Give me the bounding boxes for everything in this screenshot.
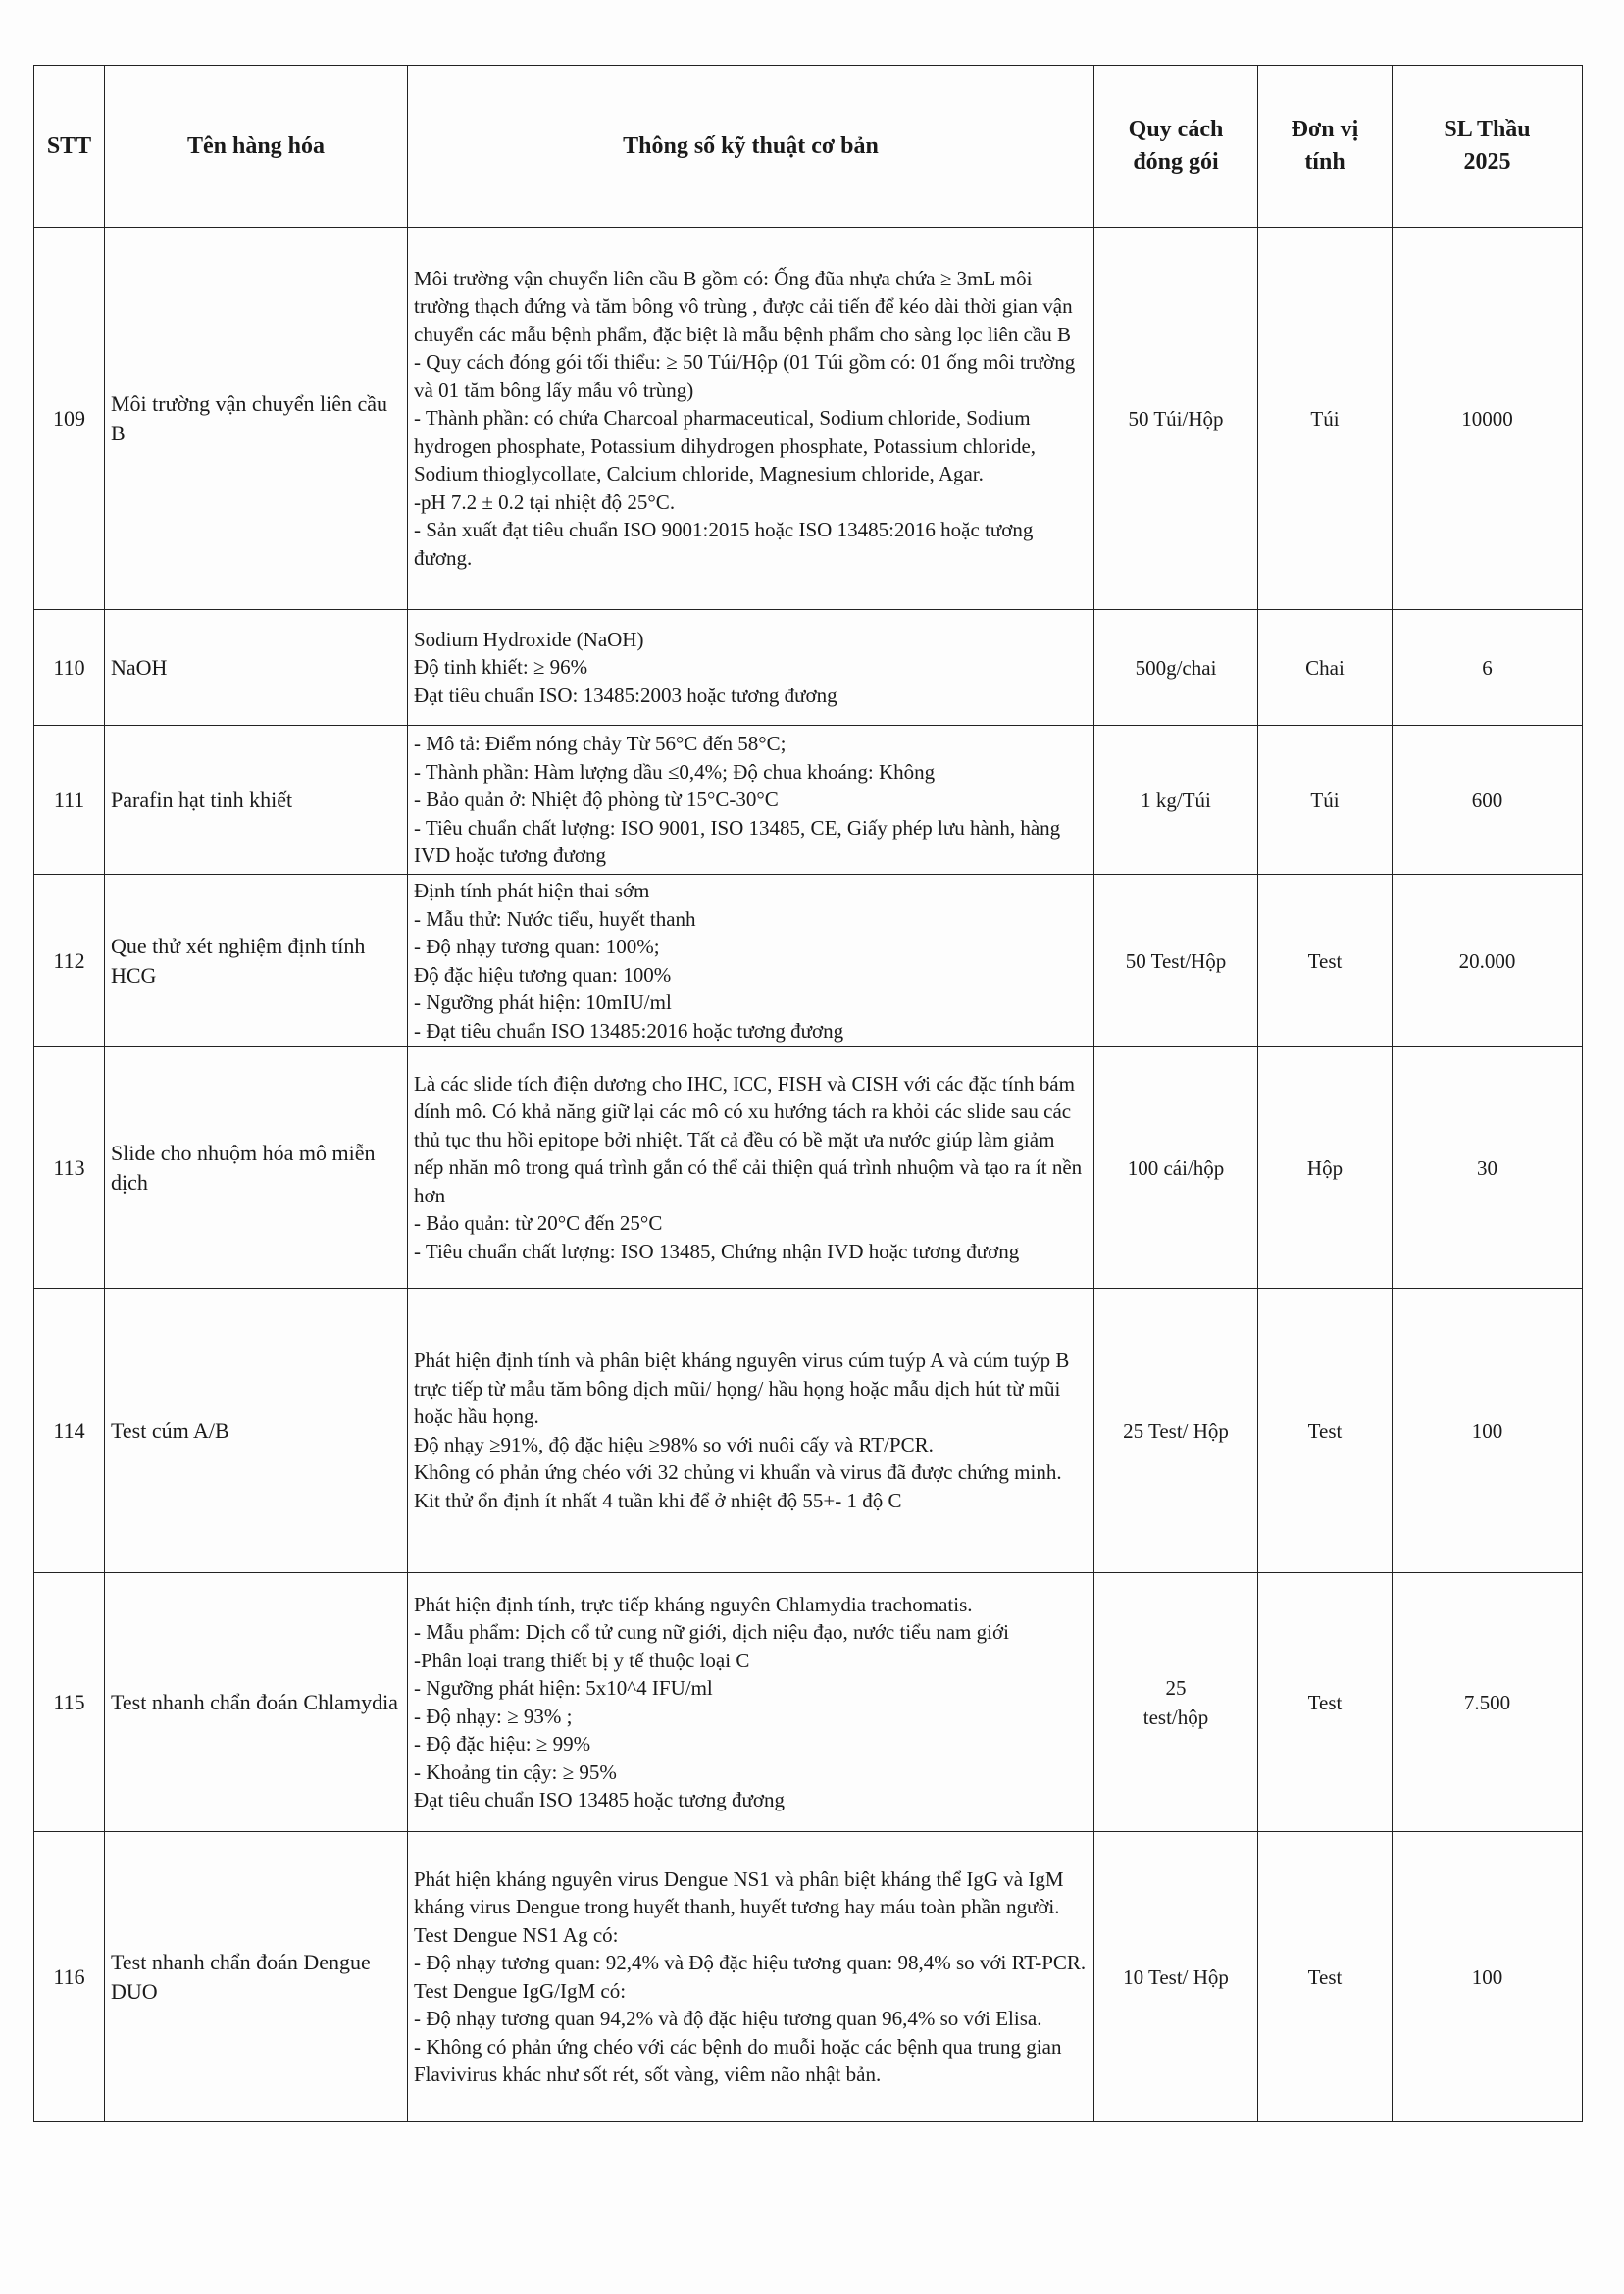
row-pack: 10 Test/ Hộp — [1094, 1832, 1258, 2122]
header-qty-label: SL Thầu 2025 — [1444, 117, 1531, 175]
row-specs — [408, 1047, 1094, 1289]
header-pack — [1094, 66, 1258, 228]
spec-line: - Độ nhạy tương quan: 100%; — [414, 935, 660, 958]
row-pack-label: 25 test/hộp — [1142, 1675, 1209, 1729]
header-row — [34, 66, 1583, 228]
spec-line: - Mẫu thử: Nước tiểu, huyết thanh — [414, 906, 696, 931]
spec-line: - Không có phản ứng chéo với các bệnh do muỗi hoặc các bệnh qua trung gian Flavivirus khác như sốt rét, sốt vàng, viêm não nhật bản. — [414, 2034, 1062, 2086]
table-row — [34, 228, 1583, 610]
header-name: Tên hàng hóa — [105, 66, 408, 228]
row-pack: 500g/chai — [1094, 610, 1258, 726]
row-name: Test cúm A/B — [105, 1289, 408, 1573]
row-qty: 30 — [1393, 1047, 1583, 1289]
row-name: Parafin hạt tinh khiết — [105, 726, 408, 875]
spec-line: - Tiêu chuẩn chất lượng: ISO 9001, ISO 13485, CE, Giấy phép lưu hành, hàng IVD hoặc tương đương — [414, 815, 1061, 868]
header-pack-label: Quy cách đóng gói — [1128, 117, 1224, 175]
row-qty: 100 — [1393, 1832, 1583, 2122]
row-pack: 50 Test/Hộp — [1094, 875, 1258, 1047]
spec-line: - Độ nhạy tương quan: 92,4% và Độ đặc hiệu tương quan: 98,4% so với RT-PCR. — [414, 1951, 1087, 1974]
table-row — [34, 1573, 1583, 1832]
spec-line: Định tính phát hiện thai sớm — [414, 879, 650, 902]
spec-line: - Thành phần: có chứa Charcoal pharmaceutical, Sodium chloride, Sodium hydrogen phosphate, Potassium dihydrogen phosphate, Potassium chloride, Sodium thioglycollate, Calcium chloride, Magnesium chloride, Agar. — [414, 406, 1037, 486]
row-stt: 112 — [34, 875, 105, 1047]
row-pack: 25 Test/ Hộp — [1094, 1289, 1258, 1573]
spec-line: - Sản xuất đạt tiêu chuẩn ISO 9001:2015 hoặc ISO 13485:2016 hoặc tương đương. — [414, 518, 1034, 570]
spec-line: -Phân loại trang thiết bị y tế thuộc loại C — [414, 1648, 750, 1672]
row-stt: 116 — [34, 1832, 105, 2122]
row-pack: 100 cái/hộp — [1094, 1047, 1258, 1289]
row-stt: 114 — [34, 1289, 105, 1573]
spec-line: - Tiêu chuẩn chất lượng: ISO 13485, Chứng nhận IVD hoặc tương đương — [414, 1239, 1020, 1263]
row-qty: 7.500 — [1393, 1573, 1583, 1832]
spec-line: Độ tinh khiết: ≥ 96% — [414, 655, 588, 680]
row-qty: 600 — [1393, 726, 1583, 875]
row-specs — [408, 1289, 1094, 1573]
spec-line: - Độ nhạy: ≥ 93% ; — [414, 1704, 573, 1728]
table-row — [34, 1832, 1583, 2122]
table-row — [34, 610, 1583, 726]
row-stt: 113 — [34, 1047, 105, 1289]
row-unit: Túi — [1258, 228, 1393, 610]
row-unit: Test — [1258, 875, 1393, 1047]
row-specs — [408, 610, 1094, 726]
row-stt: 115 — [34, 1573, 105, 1832]
spec-line: Phát hiện kháng nguyên virus Dengue NS1 và phân biệt kháng thể IgG và IgM kháng virus Dengue trong huyết thanh, huyết tương hay máu toàn phần người. Test Dengue NS1 Ag có: — [414, 1866, 1064, 1947]
row-specs — [408, 1832, 1094, 2122]
row-specs — [408, 1573, 1094, 1832]
spec-line: - Bảo quản ở: Nhiệt độ phòng từ 15°C-30°C — [414, 788, 779, 812]
spec-line: - Đạt tiêu chuẩn ISO 13485:2016 hoặc tương đương — [414, 1018, 844, 1043]
row-stt: 110 — [34, 610, 105, 726]
spec-line: - Độ nhạy tương quan 94,2% và độ đặc hiệu tương quan 96,4% so với Elisa. — [414, 2007, 1042, 2030]
header-unit-label: Đơn vị tính — [1291, 117, 1359, 175]
header-stt: STT — [34, 66, 105, 228]
row-unit: Test — [1258, 1832, 1393, 2122]
spec-line: Phát hiện định tính và phân biệt kháng nguyên virus cúm tuýp A và cúm tuýp B trực tiếp từ mẫu tăm bông dịch mũi/ họng/ hầu họng hoặc mẫu dịch hút từ mũi hoặc hầu họng. — [414, 1349, 1070, 1428]
row-pack — [1094, 1573, 1258, 1832]
spec-line: - Ngưỡng phát hiện: 10mIU/ml — [414, 991, 672, 1014]
spec-line: Không có phản ứng chéo với 32 chủng vi khuẩn và virus đã được chứng minh. — [414, 1460, 1062, 1484]
spec-line: - Bảo quản: từ 20°C đến 25°C — [414, 1211, 663, 1236]
spec-line: Test Dengue IgG/IgM có: — [414, 1978, 627, 2003]
row-unit: Hộp — [1258, 1047, 1393, 1289]
row-name: Test nhanh chẩn đoán Chlamydia — [105, 1573, 408, 1832]
header-qty — [1393, 66, 1583, 228]
spec-line: - Khoảng tin cậy: ≥ 95% — [414, 1759, 617, 1784]
spec-line: - Ngưỡng phát hiện: 5x10^4 IFU/ml — [414, 1676, 713, 1700]
spec-line: Môi trường vận chuyển liên cầu B gồm có: Ống đũa nhựa chứa ≥ 3mL môi trường thạch đứng và tăm bông vô trùng , được cải tiến để kéo dài thời gian vận chuyển các mẫu bệnh phẩm, đặc biệt là mẫu bệnh phẩm cho sàng lọc liên cầu B — [414, 266, 1073, 346]
spec-line: Kit thử ổn định ít nhất 4 tuần khi để ở nhiệt độ 55+- 1 độ C — [414, 1488, 902, 1512]
row-specs — [408, 228, 1094, 610]
spec-line: - Mô tả: Điểm nóng chảy Từ 56°C đến 58°C; — [414, 732, 787, 756]
row-name: Môi trường vận chuyển liên cầu B — [105, 228, 408, 610]
spec-line: Độ nhạy ≥91%, độ đặc hiệu ≥98% so với nuôi cấy và RT/PCR. — [414, 1432, 934, 1456]
row-specs — [408, 726, 1094, 875]
spec-line: Độ đặc hiệu tương quan: 100% — [414, 962, 672, 987]
row-specs — [408, 875, 1094, 1047]
row-unit: Test — [1258, 1573, 1393, 1832]
table-row — [34, 726, 1583, 875]
table-row — [34, 1289, 1583, 1573]
spec-line: Là các slide tích điện dương cho IHC, ICC, FISH và CISH với các đặc tính bám dính mô. Có khả năng giữ lại các mô có xu hướng tách ra khỏi các slide sau các thủ tục thu hồi epitope bởi nhiệt. Tất cả đều có bề mặt ưa nước giúp làm giảm nếp nhăn mô trong quá trình gắn có thể cải thiện quá trình nhuộm và tạo ra ít nền hơn — [414, 1071, 1083, 1207]
row-name: Que thử xét nghiệm định tính HCG — [105, 875, 408, 1047]
row-name: NaOH — [105, 610, 408, 726]
header-unit — [1258, 66, 1393, 228]
table-row — [34, 875, 1583, 1047]
specification-table — [33, 65, 1583, 2122]
row-qty: 100 — [1393, 1289, 1583, 1573]
row-stt: 111 — [34, 726, 105, 875]
spec-line: - Độ đặc hiệu: ≥ 99% — [414, 1732, 591, 1756]
header-specs: Thông số kỹ thuật cơ bản — [408, 66, 1094, 228]
spec-line: - Quy cách đóng gói tối thiểu: ≥ 50 Túi/Hộp (01 Túi gồm có: 01 ống môi trường và 01 tăm bông lấy mẫu vô trùng) — [414, 350, 1076, 402]
row-pack: 1 kg/Túi — [1094, 726, 1258, 875]
spec-line: Phát hiện định tính, trực tiếp kháng nguyên Chlamydia trachomatis. — [414, 1592, 973, 1616]
row-stt: 109 — [34, 228, 105, 610]
spec-line: - Thành phần: Hàm lượng dầu ≤0,4%; Độ chua khoáng: Không — [414, 759, 936, 784]
row-unit: Túi — [1258, 726, 1393, 875]
row-unit: Test — [1258, 1289, 1393, 1573]
row-unit: Chai — [1258, 610, 1393, 726]
row-qty: 20.000 — [1393, 875, 1583, 1047]
spec-line: Sodium Hydroxide (NaOH) — [414, 627, 644, 651]
row-name: Test nhanh chẩn đoán Dengue DUO — [105, 1832, 408, 2122]
spec-line: -pH 7.2 ± 0.2 tại nhiệt độ 25°C. — [414, 489, 676, 514]
row-qty: 6 — [1393, 610, 1583, 726]
spec-line: Đạt tiêu chuẩn ISO 13485 hoặc tương đương — [414, 1788, 785, 1811]
row-qty: 10000 — [1393, 228, 1583, 610]
row-name: Slide cho nhuộm hóa mô miễn dịch — [105, 1047, 408, 1289]
spec-line: Đạt tiêu chuẩn ISO: 13485:2003 hoặc tương đương — [414, 683, 837, 707]
spec-line: - Mẫu phẩm: Dịch cổ tử cung nữ giới, dịch niệu đạo, nước tiểu nam giới — [414, 1620, 1009, 1644]
row-pack: 50 Túi/Hộp — [1094, 228, 1258, 610]
table-row — [34, 1047, 1583, 1289]
